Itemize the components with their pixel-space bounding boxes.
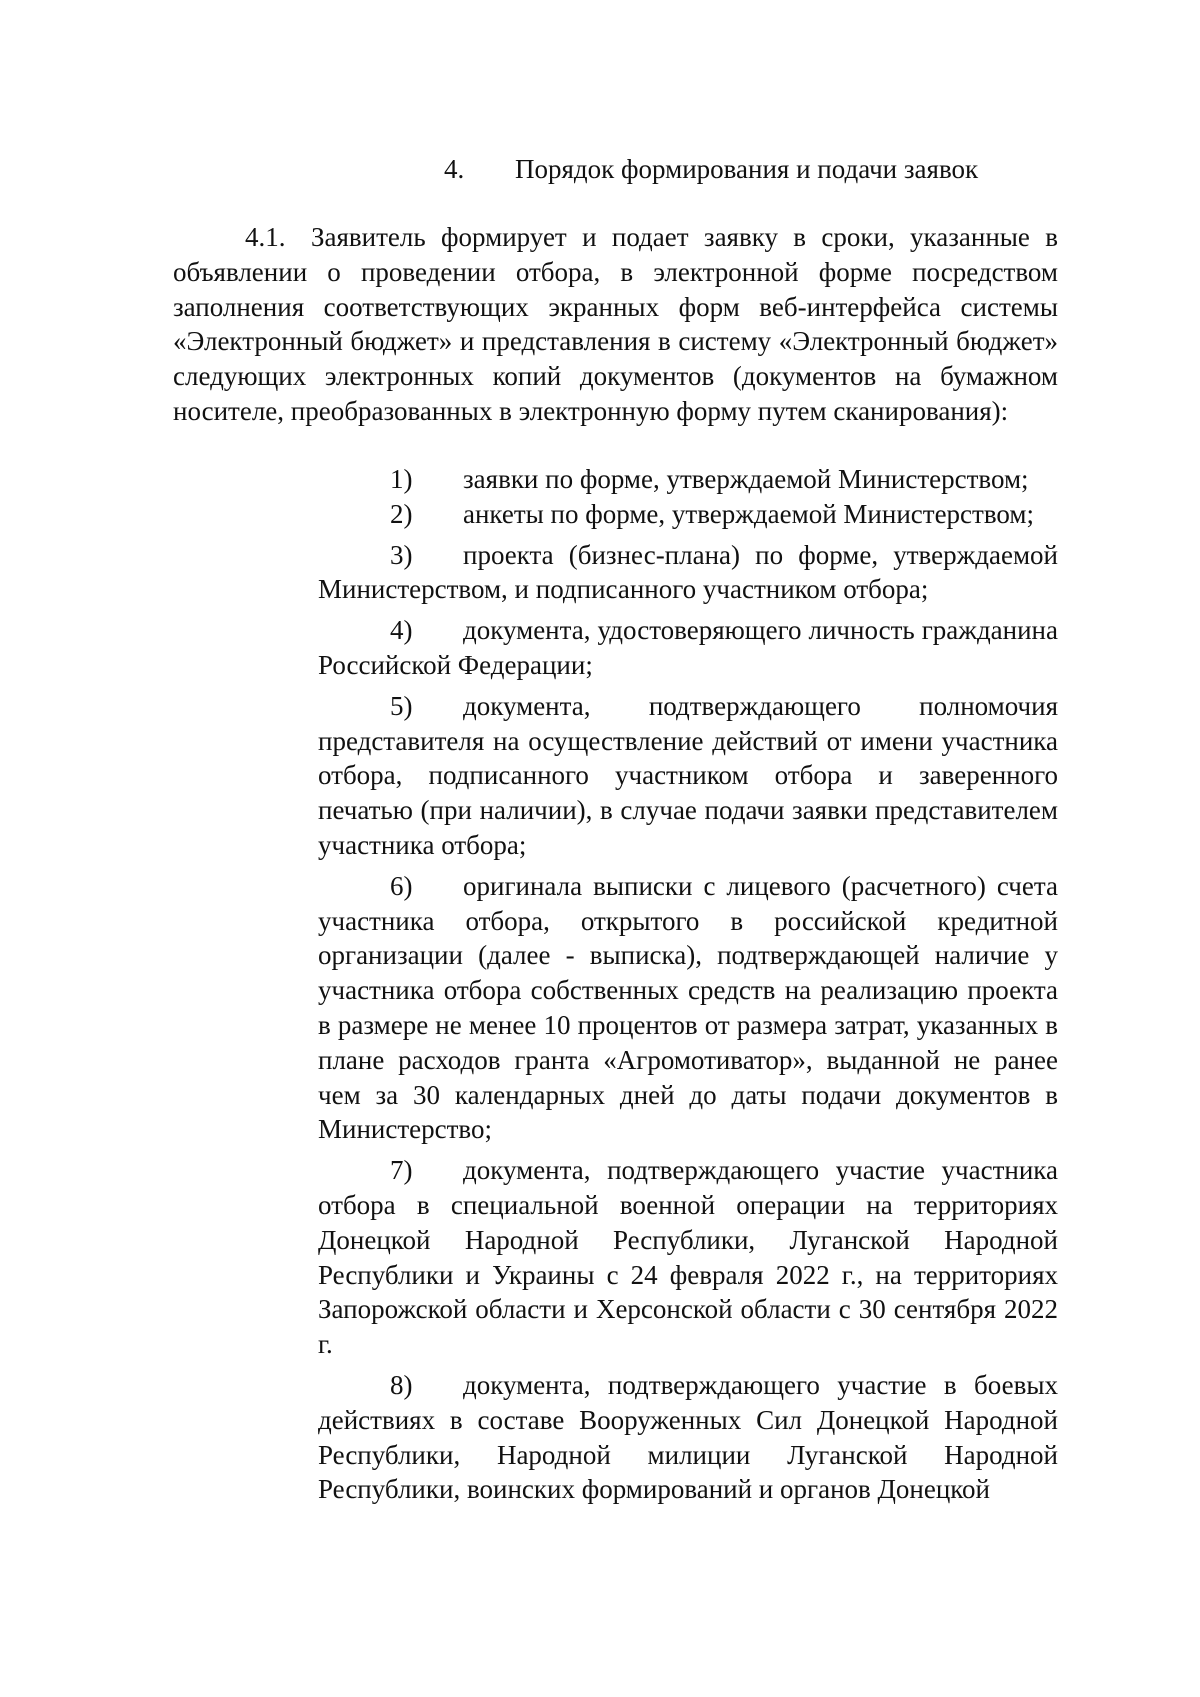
section-title: Порядок формирования и подачи заявок	[515, 154, 979, 184]
list-item-number: 6)	[390, 870, 413, 901]
list-item	[318, 497, 1058, 532]
list-item	[318, 869, 1058, 1147]
list-item-text: документа, подтверждающего полномочия представителя на осуществление действий от имени участника отбора, подписанного участником отбора и заверенного печатью (при наличии), в случае подачи заявки представителем участника отбора;	[318, 690, 1058, 860]
list-item-number: 4)	[390, 615, 413, 646]
list-item-text: документа, подтверждающего участие участника отбора в специальной военной операции на территориях Донецкой Народной Республики, Луганской Народной Республики и Украины с 24 февраля 2022 г., на территориях Запорожской области и Херсонской области с 30 сентября 2022 г.	[318, 1155, 1058, 1360]
list-item-text: документа, подтверждающего участие в боевых действиях в составе Вооруженных Сил Донецкой Народной Республики, Народной милиции Луганской Народной Республики, воинских формирований и органов Донецкой	[318, 1369, 1058, 1505]
list-item	[318, 689, 1058, 863]
section-number: 4.	[444, 154, 465, 184]
paragraph-text: Заявитель формирует и подает заявку в сроки, указанные в объявлении о проведении отбора, в электронной форме посредством заполнения соответствующих экранных форм веб-интерфейса системы «Электронный бюджет» и представления в систему «Электронный бюджет» следующих электронных копий документов (документов на бумажном носителе, преобразованных в электронную форму путем сканирования):	[173, 222, 1058, 426]
paragraph-4-1	[173, 220, 1058, 429]
list-item-text: документа, удостоверяющего личность гражданина Российской Федерации;	[318, 615, 1058, 680]
list-item-number: 5)	[390, 690, 413, 721]
paragraph-number: 4.1.	[245, 222, 286, 252]
list-item-text: проекта (бизнес-плана) по форме, утверждаемой Министерством, и подписанного участником отбора;	[318, 539, 1058, 605]
list-item-text: заявки по форме, утверждаемой Министерством;	[463, 464, 1029, 494]
list-item	[318, 613, 1058, 683]
list-item-number: 3)	[390, 539, 413, 570]
list-item-number: 7)	[390, 1155, 413, 1186]
list-item	[318, 538, 1058, 608]
document-list	[318, 462, 1058, 1507]
list-item-text: анкеты по форме, утверждаемой Министерством;	[463, 498, 1034, 529]
list-item-text: оригинала выписки с лицевого (расчетного) счета участника отбора, открытого в российской кредитной организации (далее - выписка), подтверждающей наличие у участника отбора собственных средств на реализацию проекта в размере не менее 10 процентов от размера затрат, указанных в плане расходов гранта «Агромотиватор», выданной не ранее чем за 30 календарных дней до даты подачи документов в Министерство;	[318, 870, 1058, 1145]
list-item	[318, 1153, 1058, 1362]
list-item-number: 8)	[390, 1369, 413, 1400]
list-item-number: 1)	[390, 464, 413, 494]
list-item	[318, 462, 1058, 497]
list-item-number: 2)	[390, 498, 413, 529]
list-item	[318, 1368, 1058, 1507]
